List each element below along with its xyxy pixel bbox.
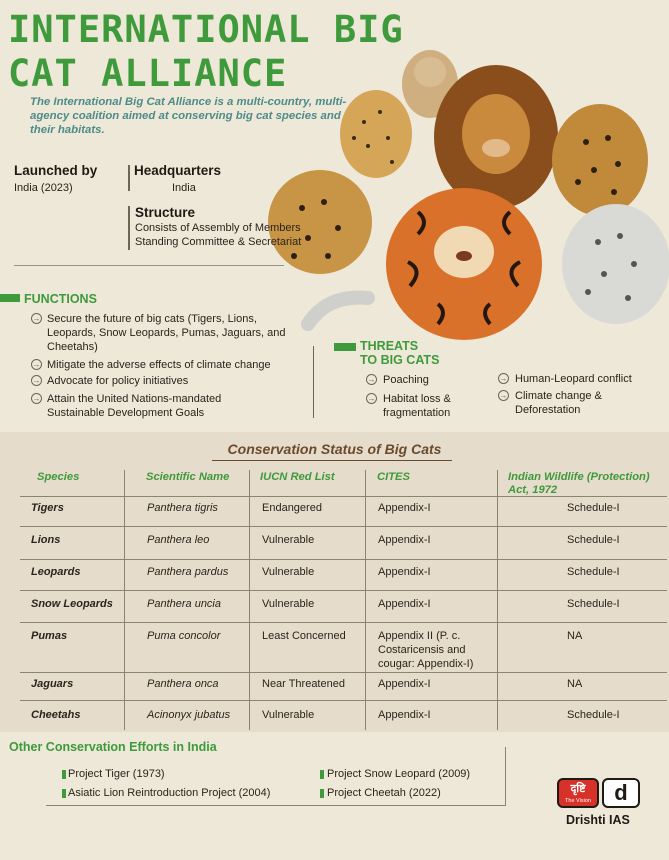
table-cell-species: Pumas (31, 630, 68, 642)
jaguar-figure (552, 104, 648, 216)
big-cats-illustration (268, 42, 669, 342)
column-header-scientific-name: Scientific Name (146, 471, 230, 483)
table-cell-iucn: Vulnerable (262, 566, 315, 578)
headquarters-label: Headquarters (134, 163, 222, 178)
structure-line-2: Standing Committee & Secretariat (135, 236, 302, 248)
info-separator (14, 265, 284, 266)
table-cell-cites: Appendix-I (378, 502, 431, 514)
cheetah-figure (340, 90, 412, 178)
functions-marker (0, 294, 20, 302)
threat-item: Habitat loss & fragmentation (383, 393, 451, 419)
table-cell-wildlife-act: NA (567, 630, 583, 642)
bullet-square (62, 770, 66, 779)
function-item: Secure the future of big cats (Tigers, Lions, Leopards, Snow Leopards, Pumas, Jaguars, and Cheetahs) (47, 313, 286, 353)
table-cell-scientific: Panthera leo (147, 534, 210, 546)
row-divider (20, 526, 667, 527)
structure-line-1: Consists of Assembly of Members (135, 222, 301, 234)
threats-marker (334, 343, 356, 351)
table-cell-species: Jaguars (31, 678, 74, 690)
brand-name: Drishti IAS (566, 813, 630, 827)
table-cell-species: Leopards (31, 566, 81, 578)
function-item: Advocate for policy initiatives (47, 375, 189, 387)
row-divider (20, 622, 667, 623)
threat-item: Human-Leopard conflict (515, 373, 632, 385)
bullet-square (320, 770, 324, 779)
column-divider (249, 470, 250, 730)
column-header-iucn: IUCN Red List (260, 471, 335, 483)
table-cell-wildlife-act: Schedule-I (567, 566, 620, 578)
row-divider (20, 672, 667, 673)
tail-figure (308, 298, 368, 324)
snow-leopard-figure (562, 204, 669, 324)
row-divider (20, 559, 667, 560)
table-cell-wildlife-act: NA (567, 678, 583, 690)
table-cell-cites: Appendix-I (378, 598, 431, 610)
table-cell-cites: Appendix-I (378, 678, 431, 690)
table-cell-wildlife-act: Schedule-I (567, 534, 620, 546)
table-title: Conservation Status of Big Cats (227, 441, 442, 457)
page-title: INTERNATIONAL BIG CAT ALLIANCE (8, 8, 404, 95)
arrow-icon: → (499, 391, 508, 400)
drishti-logo-red (557, 778, 599, 808)
table-cell-iucn: Vulnerable (262, 709, 315, 721)
threat-item: Climate change & Deforestation (515, 390, 602, 416)
logo-left-sub: The Vision (565, 798, 591, 804)
column-divider (497, 470, 498, 730)
bullet-square (320, 789, 324, 798)
arrow-icon: → (32, 394, 41, 403)
table-cell-cites: Appendix-I (378, 534, 431, 546)
column-divider (124, 470, 125, 730)
table-cell-cites: Appendix II (P. c. Costaricensis and cougar: Appendix-I) (378, 630, 474, 670)
launched-label: Launched by (14, 163, 98, 178)
table-cell-wildlife-act: Schedule-I (567, 598, 620, 610)
logo-right-text: d (614, 780, 628, 805)
row-divider (20, 590, 667, 591)
arrow-icon: → (367, 375, 376, 384)
threats-heading-line-1: THREATS (360, 339, 419, 353)
threats-heading-line-2: TO BIG CATS (360, 353, 440, 367)
functions-threats-divider (313, 346, 314, 418)
structure-divider (128, 206, 130, 250)
function-item: Mitigate the adverse effects of climate change (47, 359, 271, 371)
other-effort-item: Asiatic Lion Reintroduction Project (2004) (68, 787, 271, 799)
other-efforts-heading: Other Conservation Efforts in India (9, 740, 217, 754)
arrow-icon: → (32, 314, 41, 323)
column-header-species: Species (37, 471, 80, 483)
launched-value: India (2023) (14, 182, 73, 194)
drishti-logo-d (602, 778, 640, 808)
table-cell-iucn: Least Concerned (262, 630, 346, 642)
row-divider (20, 496, 667, 497)
page-subtitle: The International Big Cat Alliance is a multi-country, multi-agency coalition aimed at conserving big cat species and their habitats. (30, 96, 347, 136)
table-cell-cites: Appendix-I (378, 566, 431, 578)
table-title-underline (212, 460, 452, 461)
arrow-icon: → (32, 360, 41, 369)
table-cell-scientific: Panthera onca (147, 678, 219, 690)
table-cell-wildlife-act: Schedule-I (567, 709, 620, 721)
table-cell-scientific: Acinonyx jubatus (147, 709, 231, 721)
info-divider (128, 165, 130, 191)
table-cell-scientific: Panthera tigris (147, 502, 218, 514)
table-cell-iucn: Near Threatened (262, 678, 345, 690)
bullet-square (62, 789, 66, 798)
row-divider (20, 700, 667, 701)
structure-label: Structure (135, 205, 196, 220)
table-cell-scientific: Panthera pardus (147, 566, 229, 578)
other-effort-item: Project Snow Leopard (2009) (327, 768, 471, 780)
headquarters-value: India (172, 182, 196, 194)
other-effort-item: Project Tiger (1973) (68, 768, 165, 780)
other-effort-item: Project Cheetah (2022) (327, 787, 441, 799)
logo-left-text: दृष्टि (570, 782, 586, 795)
threat-item: Poaching (383, 374, 429, 386)
function-item: Attain the United Nations-mandated Sustainable Development Goals (47, 393, 222, 419)
column-header-cites: CITES (377, 471, 410, 483)
table-cell-iucn: Endangered (262, 502, 322, 514)
table-cell-iucn: Vulnerable (262, 534, 315, 546)
table-cell-iucn: Vulnerable (262, 598, 315, 610)
functions-heading: FUNCTIONS (24, 292, 97, 306)
table-cell-wildlife-act: Schedule-I (567, 502, 620, 514)
arrow-icon: → (499, 374, 508, 383)
table-cell-scientific: Puma concolor (147, 630, 221, 642)
arrow-icon: → (32, 376, 41, 385)
table-cell-cites: Appendix-I (378, 709, 431, 721)
table-cell-species: Cheetahs (31, 709, 81, 721)
arrow-icon: → (367, 394, 376, 403)
column-divider (365, 470, 366, 730)
table-cell-scientific: Panthera uncia (147, 598, 221, 610)
table-cell-species: Tigers (31, 502, 64, 514)
table-cell-species: Snow Leopards (31, 598, 113, 610)
table-cell-species: Lions (31, 534, 61, 546)
column-header-wildlife-act: Indian Wildlife (Protection) Act, 1972 (508, 471, 650, 496)
